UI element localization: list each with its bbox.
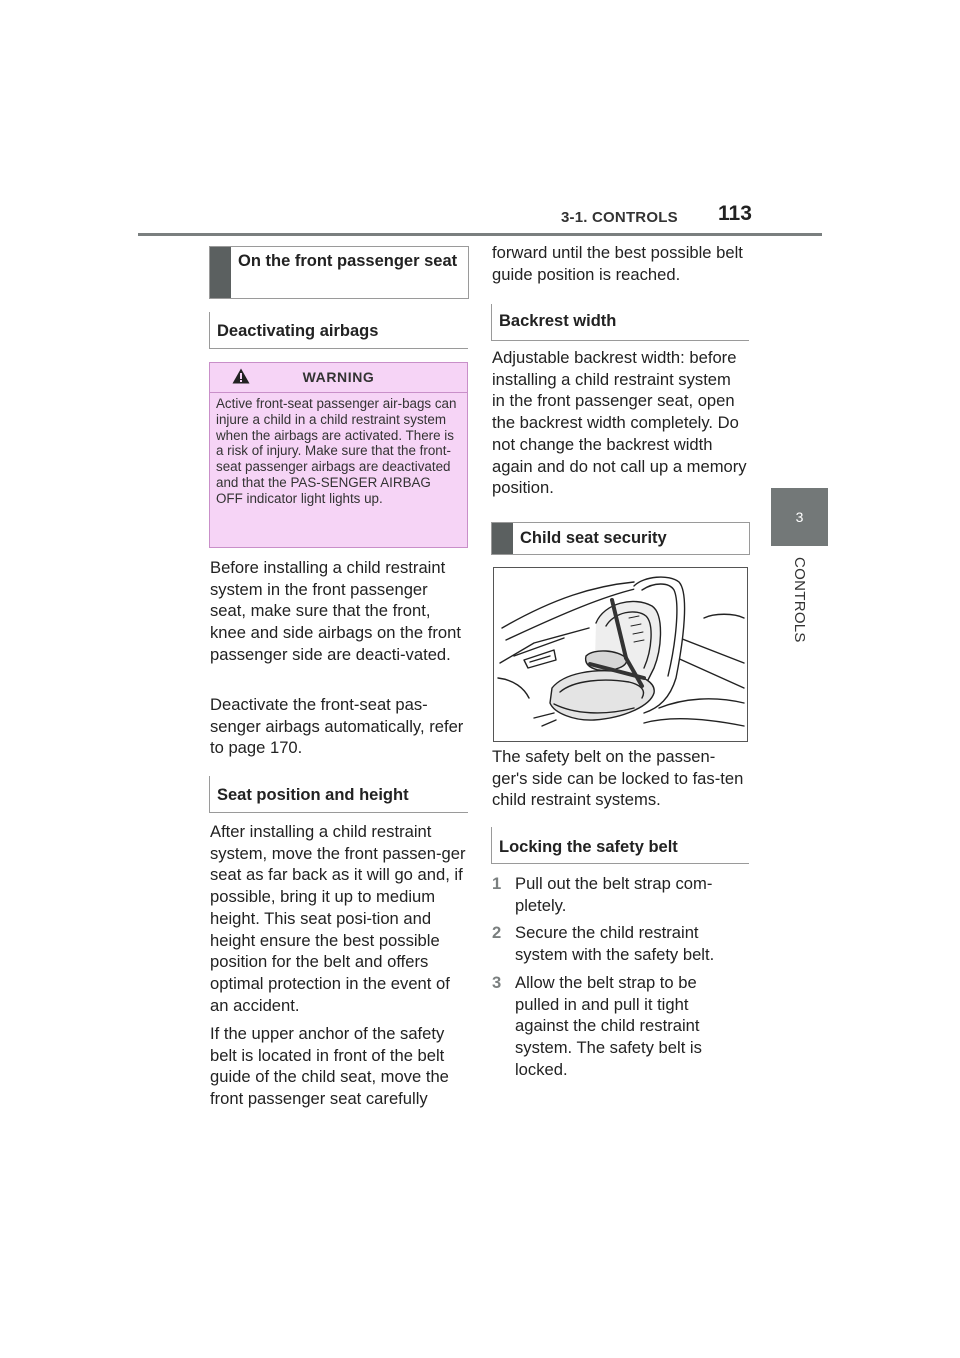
child-seat-illustration [494, 568, 747, 741]
paragraph-upper-anchor: If the upper anchor of the safety belt is located in front of the belt guide of the child seat, move the front passenger seat carefully [210, 1024, 449, 1109]
warning-text: Active front-seat passenger air-bags can injure a child in a child restraint system when the airbags are activated. There is a risk of injury. Make sure that the front-seat passenger airbags are deactivated and that the PAS-SENGER AIRBAG OFF indicator light lights up. [216, 396, 457, 506]
child-seat-figure [493, 567, 748, 742]
paragraph-before-installing: Before installing a child restraint system in the front passenger seat, make sure that the front, knee and side airbags on the front passenger side are deacti-vated. [210, 558, 461, 664]
paragraph-safety-belt: The safety belt on the passen-ger's side can be locked to fas-ten child restraint systems. [492, 747, 744, 810]
step-text: Secure the child restraint system with the safety belt. [515, 923, 715, 964]
heading-text: Backrest width [499, 312, 617, 330]
heading-deactivating-airbags [209, 312, 468, 349]
step-number: 3 [492, 973, 502, 992]
page-number: 113 [718, 202, 752, 225]
warning-divider [210, 392, 467, 393]
heading-left-line [209, 312, 210, 348]
warning-title: WARNING [302, 369, 375, 385]
heading-locking-safety-belt [491, 827, 749, 864]
heading-bar [210, 247, 231, 298]
heading-left-line [491, 827, 492, 863]
heading-bar [492, 523, 513, 554]
heading-backrest-width [491, 304, 749, 341]
paragraph-deactivate: Deactivate the front-seat pas-senger airbags automatically, refer to page 170. [210, 695, 464, 758]
step-number: 1 [492, 874, 502, 893]
chapter-number: 3 [795, 509, 804, 525]
heading-text: Seat position and height [217, 786, 409, 804]
heading-text: Child seat security [520, 529, 667, 547]
paragraph-backrest: Adjustable backrest width: before installing a child restraint system in the front passenger seat, open the backrest width completely. Do not change the backrest width again and do not call up a memory position. [492, 348, 747, 498]
header-rule [138, 233, 822, 236]
section-title: 3-1. CONTROLS [561, 209, 678, 226]
heading-front-passenger-seat [209, 246, 469, 299]
chapter-label: CONTROLS [791, 557, 808, 643]
step-text: Pull out the belt strap com-pletely. [515, 874, 713, 915]
paragraph-forward: forward until the best possible belt guide position is reached. [492, 243, 743, 284]
warning-box [209, 362, 468, 548]
heading-left-line [491, 304, 492, 340]
chapter-side-label [788, 557, 808, 657]
heading-text: Locking the safety belt [499, 838, 678, 856]
step-text: Allow the belt strap to be pulled in and pull it tight against the child restraint system. The safety belt is locked. [515, 973, 702, 1079]
paragraph-after-installing: After installing a child restraint system, move the front passen-ger seat as far back as it will go and, if possible, bring it up to medium height. This seat posi-tion and height ensure the best possible position for the belt and offers optimal protection in the event of an accident. [210, 822, 466, 1015]
heading-text: Deactivating airbags [217, 322, 379, 340]
steps-list [492, 873, 748, 1083]
heading-child-seat-security [491, 522, 750, 555]
heading-left-line [209, 776, 210, 812]
chapter-tab[interactable] [771, 488, 828, 546]
heading-text: On the front passenger seat [238, 252, 458, 270]
heading-seat-position [209, 776, 468, 813]
step-number: 2 [492, 923, 502, 942]
